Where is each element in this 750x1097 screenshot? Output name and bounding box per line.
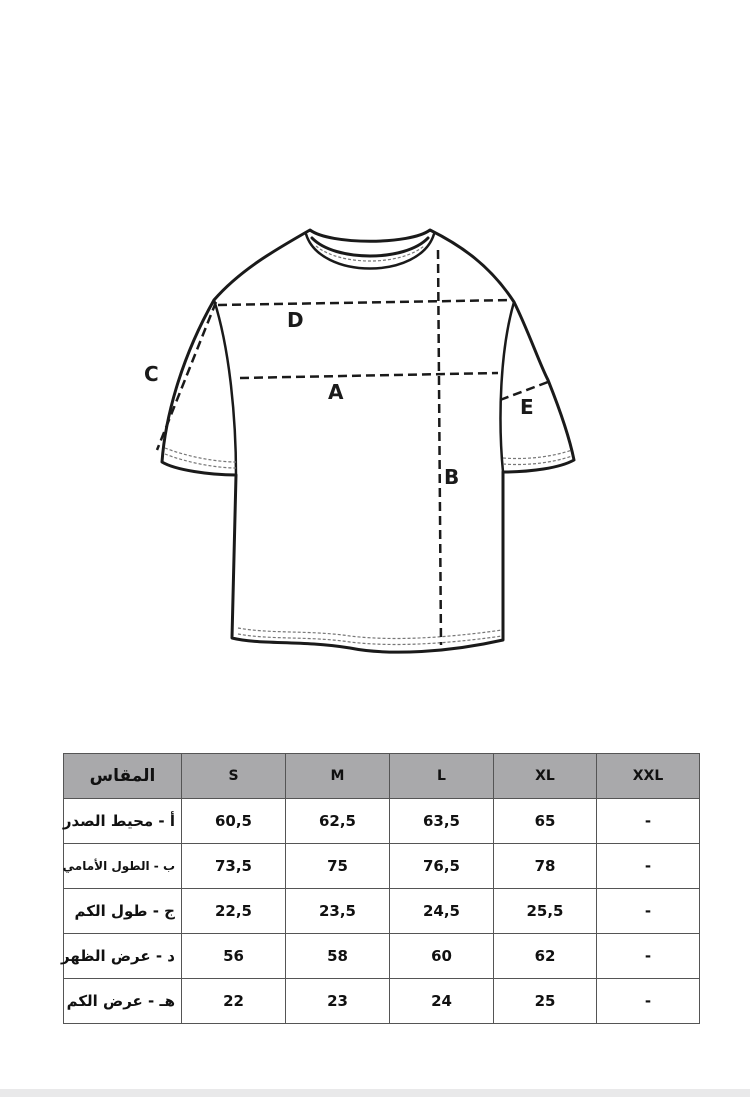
table-row	[64, 934, 700, 979]
header-size-xxl: XXL	[597, 754, 700, 799]
table-cell: 60,5	[182, 799, 286, 844]
table-cell: 23	[286, 979, 390, 1024]
label-d: D	[287, 308, 304, 332]
table-cell: 60	[390, 934, 494, 979]
label-b: B	[444, 465, 460, 489]
measure-line-a	[240, 373, 498, 378]
table-cell: 25,5	[494, 889, 597, 934]
label-a: A	[328, 380, 344, 404]
table-row	[64, 889, 700, 934]
measure-line-d	[218, 300, 512, 305]
label-c: C	[144, 362, 159, 386]
table-cell: 63,5	[390, 799, 494, 844]
table-cell: -	[597, 844, 700, 889]
table-cell: 78	[494, 844, 597, 889]
row-label: ب - الطول الأمامي	[64, 844, 182, 889]
left-sleeve-seam	[214, 300, 236, 475]
table-cell: 65	[494, 799, 597, 844]
table-cell: 23,5	[286, 889, 390, 934]
table-cell: -	[597, 934, 700, 979]
table-cell: 22	[182, 979, 286, 1024]
table-cell: -	[597, 979, 700, 1024]
tshirt-outline-icon	[162, 230, 574, 652]
header-size-s: S	[182, 754, 286, 799]
table-header-row	[64, 754, 700, 799]
table-row	[64, 844, 700, 889]
row-label: د - عرض الظهر	[64, 934, 182, 979]
table-cell: 24,5	[390, 889, 494, 934]
table-row	[64, 799, 700, 844]
header-size-xl: XL	[494, 754, 597, 799]
row-label: أ - محيط الصدر	[64, 799, 182, 844]
table-cell: 62,5	[286, 799, 390, 844]
table-cell: 22,5	[182, 889, 286, 934]
table-cell: 73,5	[182, 844, 286, 889]
row-label: هـ - عرض الكم	[64, 979, 182, 1024]
table-cell: -	[597, 799, 700, 844]
table-cell: 56	[182, 934, 286, 979]
row-label: ج - طول الكم	[64, 889, 182, 934]
table-cell: 24	[390, 979, 494, 1024]
tshirt-body	[162, 230, 574, 652]
measure-line-b	[438, 250, 441, 645]
table-row	[64, 979, 700, 1024]
table-cell: 25	[494, 979, 597, 1024]
header-size-l: L	[390, 754, 494, 799]
table-cell: -	[597, 889, 700, 934]
header-size-label: المقاس	[64, 754, 182, 799]
table-cell: 75	[286, 844, 390, 889]
header-size-m: M	[286, 754, 390, 799]
right-sleeve-seam	[501, 302, 514, 472]
size-chart-table	[63, 753, 700, 1024]
label-e: E	[520, 395, 534, 419]
bottom-edge-bar	[0, 1089, 750, 1097]
table-cell: 62	[494, 934, 597, 979]
table-cell: 76,5	[390, 844, 494, 889]
table-cell: 58	[286, 934, 390, 979]
